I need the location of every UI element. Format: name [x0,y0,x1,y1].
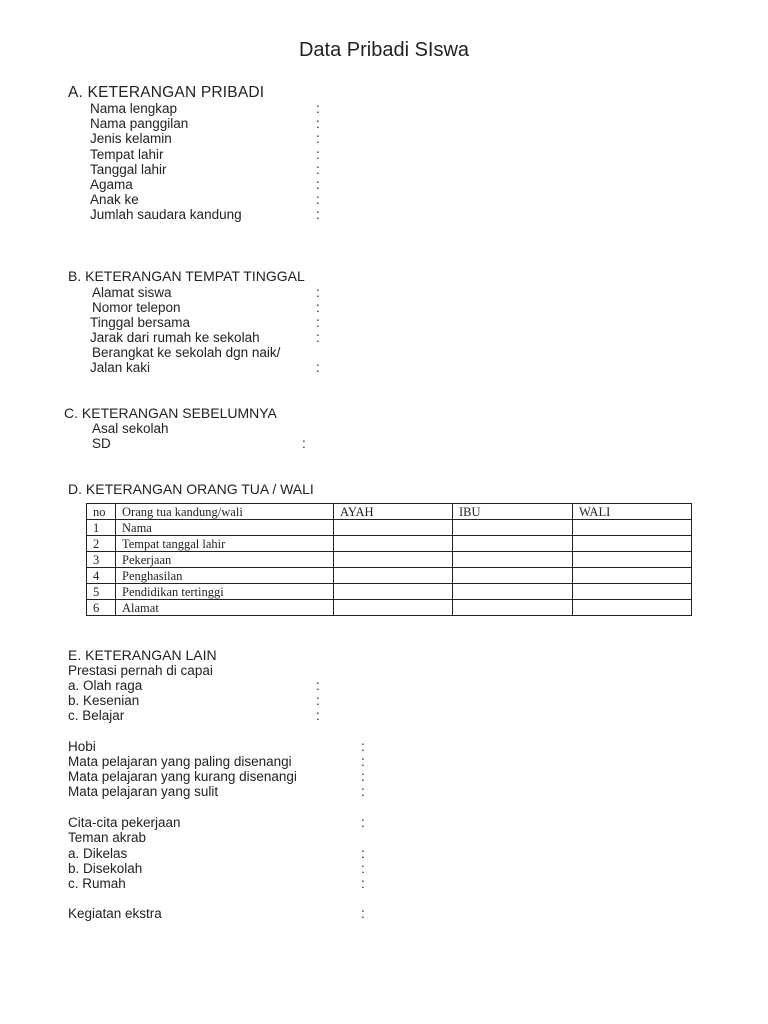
cell-ibu[interactable] [453,536,573,552]
row-number: 2 [87,536,116,552]
table-header-row [87,504,692,520]
cell-ayah[interactable] [334,520,453,536]
cell-ibu[interactable] [453,552,573,568]
field-colon: : [361,739,365,754]
row-number: 5 [87,584,116,600]
row-label: Pekerjaan [116,552,334,568]
cell-ibu[interactable] [453,584,573,600]
field-colon: : [316,285,320,300]
cell-ayah[interactable] [334,584,453,600]
cell-ibu[interactable] [453,568,573,584]
field-colon: : [316,330,320,345]
page-title: Data Pribadi SIswa [298,39,470,61]
field-label-cita-cita: Cita-cita pekerjaan [68,815,181,830]
field-label-alamat-siswa: Alamat siswa [92,285,172,300]
cell-ibu[interactable] [453,520,573,536]
row-label: Penghasilan [116,568,334,584]
field-label-mapel-kurang: Mata pelajaran yang kurang disenangi [68,769,297,784]
table-row [87,584,692,600]
field-colon: : [361,754,365,769]
field-label-kegiatan-ekstra: Kegiatan ekstra [68,906,162,921]
section-b-heading: B. KETERANGAN TEMPAT TINGGAL [68,268,305,284]
cell-wali[interactable] [573,552,692,568]
field-label-tinggal-bersama: Tinggal bersama [90,315,191,330]
field-colon: : [316,192,320,207]
parent-info-table [86,503,692,616]
field-colon: : [316,162,320,177]
field-colon: : [316,693,320,708]
field-label-jalan-kaki: Jalan kaki [90,360,151,375]
field-colon: : [316,101,320,116]
teman-akrab-label: Teman akrab [68,830,147,845]
field-label-tempat-lahir: Tempat lahir [90,147,164,162]
field-colon: : [316,207,320,222]
cell-ibu[interactable] [453,600,573,616]
row-number: 3 [87,552,116,568]
col-header-ayah: AYAH [334,504,453,520]
section-c-heading: C. KETERANGAN SEBELUMNYA [64,405,277,421]
field-label-jenis-kelamin: Jenis kelamin [90,131,172,146]
field-colon: : [316,300,320,315]
cell-ayah[interactable] [334,552,453,568]
row-label: Alamat [116,600,334,616]
cell-ayah[interactable] [334,536,453,552]
field-colon: : [316,116,320,131]
field-label-jarak: Jarak dari rumah ke sekolah [90,330,260,345]
section-e-heading: E. KETERANGAN LAIN [68,647,217,663]
table-row [87,600,692,616]
col-header-ibu: IBU [453,504,573,520]
field-colon: : [316,147,320,162]
field-colon: : [361,784,365,799]
field-label-jumlah-saudara: Jumlah saudara kandung [90,207,242,222]
table-row [87,552,692,568]
cell-ayah[interactable] [334,568,453,584]
field-colon: : [361,846,365,861]
row-number: 6 [87,600,116,616]
field-label-kesenian: b. Kesenian [68,693,140,708]
field-label-nama-lengkap: Nama lengkap [90,101,178,116]
field-label-mapel-sulit: Mata pelajaran yang sulit [68,784,219,799]
field-label-nama-panggilan: Nama panggilan [90,116,189,131]
prestasi-label: Prestasi pernah di capai [68,663,213,678]
row-number: 1 [87,520,116,536]
field-label-asal-sekolah: Asal sekolah [92,421,169,436]
field-colon: : [361,906,365,921]
field-label-rumah: c. Rumah [68,876,126,891]
table-row [87,520,692,536]
col-header-wali: WALI [573,504,692,520]
table-row [87,568,692,584]
field-label-dikelas: a. Dikelas [68,846,128,861]
row-number: 4 [87,568,116,584]
field-colon: : [316,360,320,375]
col-header-relation: Orang tua kandung/wali [116,504,334,520]
field-label-mapel-disenangi: Mata pelajaran yang paling disenangi [68,754,292,769]
field-colon: : [316,315,320,330]
field-colon: : [316,177,320,192]
table-row [87,536,692,552]
field-label-agama: Agama [90,177,133,192]
cell-wali[interactable] [573,536,692,552]
field-colon: : [316,678,320,693]
cell-ayah[interactable] [334,600,453,616]
field-label-olah-raga: a. Olah raga [68,678,143,693]
field-colon: : [361,861,365,876]
cell-wali[interactable] [573,584,692,600]
field-label-hobi: Hobi [68,739,96,754]
field-label-berangkat: Berangkat ke sekolah dgn naik/ [92,345,281,360]
field-label-tanggal-lahir: Tanggal lahir [90,162,167,177]
section-d-heading: D. KETERANGAN ORANG TUA / WALI [68,481,314,497]
field-colon: : [361,876,365,891]
cell-wali[interactable] [573,568,692,584]
field-label-belajar: c. Belajar [68,708,125,723]
field-colon: : [361,769,365,784]
row-label: Nama [116,520,334,536]
section-a-heading: A. KETERANGAN PRIBADI [68,84,265,101]
field-colon: : [361,815,365,830]
field-colon: : [316,131,320,146]
row-label: Tempat tanggal lahir [116,536,334,552]
field-label-nomor-telepon: Nomor telepon [92,300,181,315]
cell-wali[interactable] [573,600,692,616]
field-label-sd: SD [92,436,111,451]
field-colon: : [302,436,306,451]
row-label: Pendidikan tertinggi [116,584,334,600]
field-label-anak-ke: Anak ke [90,192,139,207]
field-colon: : [316,708,320,723]
field-label-disekolah: b. Disekolah [68,861,143,876]
cell-wali[interactable] [573,520,692,536]
col-header-no: no [87,504,116,520]
